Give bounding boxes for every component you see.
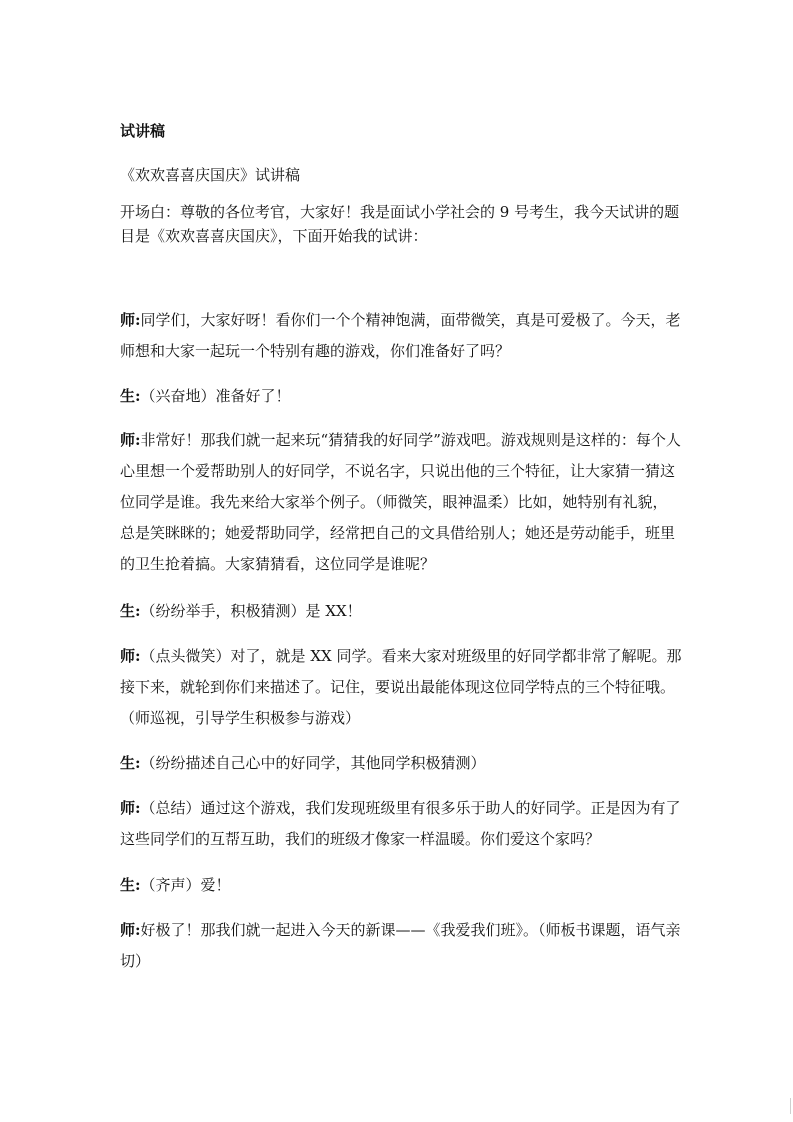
speaker-label: 师: xyxy=(120,921,141,939)
dialogue-turn xyxy=(120,641,682,734)
dialogue-turn xyxy=(120,748,682,779)
speaker-label: 生: xyxy=(120,602,141,620)
dialogue-turn xyxy=(120,425,682,580)
dialogue-text: （点头微笑）对了，就是 XX 同学。看来大家对班级里的好同学都非常了解呢。那接下来，就轮到你们来描述了。记住，要说出最能体现这位同学特点的三个特征哦。（师巡视，引导学生积极参与游戏） xyxy=(120,647,682,727)
dialogue-turn xyxy=(120,596,682,627)
document-title: 试讲稿 xyxy=(120,122,166,140)
dialogue-text: （齐声）爱！ xyxy=(140,876,231,894)
lesson-subtitle: 《欢欢喜喜庆国庆》试讲稿 xyxy=(120,166,301,184)
dialogue-turn xyxy=(120,870,682,901)
dialogue-text: 非常好！那我们就一起来玩“猜猜我的好同学”游戏吧。游戏规则是这样的：每个人心里想一个爱帮助别人的好同学，不说名字，只说出他的三个特征，让大家猜一猜这位同学是谁。我先来给大家举个例子。（师微笑，眼神温柔）比如，她特别有礼貌，总是笑眯眯的；她爱帮助同学，经常把自己的文具借给别人；她还是劳动能手，班里的卫生抢着搞。大家猜猜看，这位同学是谁呢？ xyxy=(120,431,681,573)
opening-remarks: 开场白：尊敬的各位考官，大家好！我是面试小学社会的 9 号考生，我今天试讲的题目是《欢欢喜喜庆国庆》，下面开始我的试讲： xyxy=(120,203,680,245)
dialogue-text: 好极了！那我们就一起进入今天的新课——《我爱我们班》。（师板书课题，语气亲切） xyxy=(120,921,681,970)
dialogue-text: （兴奋地）准备好了！ xyxy=(140,387,291,405)
dialogue-turn xyxy=(120,381,682,412)
dialogue-text: （总结）通过这个游戏，我们发现班级里有很多乐于助人的好同学。正是因为有了这些同学们的互帮互助，我们的班级才像家一样温暖。你们爱这个家吗？ xyxy=(120,799,681,848)
dialogue-text: （纷纷描述自己心中的好同学，其他同学积极猜测） xyxy=(140,754,486,772)
speaker-label: 师: xyxy=(120,311,141,329)
dialogue-turn xyxy=(120,793,682,855)
page-edge-mark xyxy=(790,1098,791,1114)
dialogue-turn xyxy=(120,305,682,367)
speaker-label: 生: xyxy=(120,876,141,894)
dialogue-text: （纷纷举手，积极猜测）是 XX！ xyxy=(140,602,362,620)
dialogue-turn xyxy=(120,915,682,977)
speaker-label: 师: xyxy=(120,647,141,665)
speaker-label: 师: xyxy=(120,431,141,449)
speaker-label: 生: xyxy=(120,387,141,405)
speaker-label: 师: xyxy=(120,799,141,817)
speaker-label: 生: xyxy=(120,754,141,772)
dialogue-text: 同学们，大家好呀！看你们一个个精神饱满，面带微笑，真是可爱极了。今天，老师想和大家一起玩一个特别有趣的游戏，你们准备好了吗？ xyxy=(120,311,681,360)
